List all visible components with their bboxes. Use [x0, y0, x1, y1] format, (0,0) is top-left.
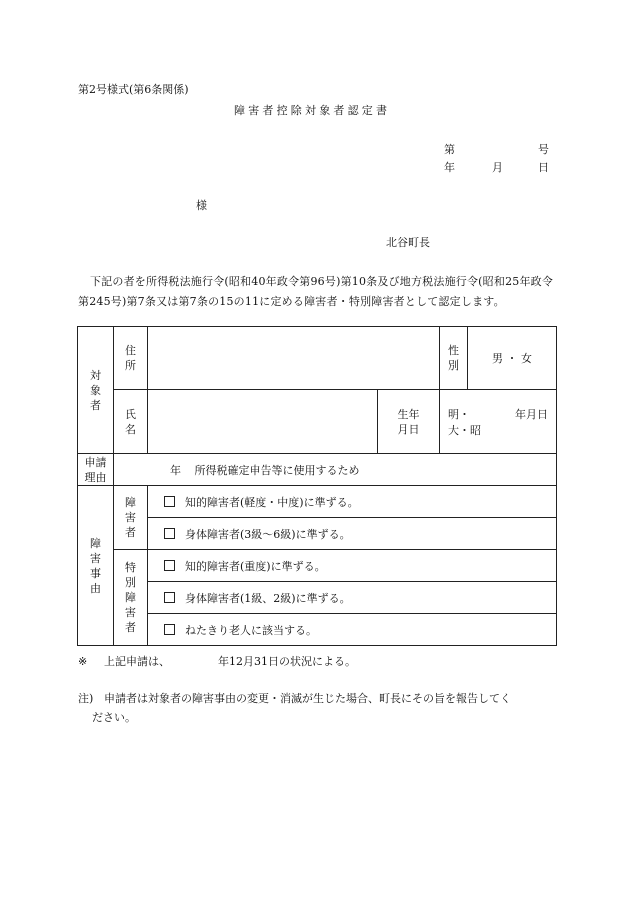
- name-label: 氏 名: [114, 390, 148, 454]
- checkbox-icon[interactable]: [164, 560, 175, 571]
- number-prefix: 第: [444, 143, 455, 156]
- reason-text: 所得税確定申告等に使用するため: [194, 463, 360, 477]
- disability-reason-label: 障 害 事 由: [78, 486, 114, 646]
- birth-era: 明・大・昭: [448, 407, 482, 437]
- issuer-name: 北谷町長: [386, 236, 430, 249]
- gender-options[interactable]: 男 ・ 女: [468, 327, 557, 390]
- birth-year: 年: [515, 407, 527, 421]
- reason-label: 申請 理由: [78, 454, 114, 486]
- number-suffix: 号: [538, 143, 549, 156]
- footnote-text-a: 上記申請は、: [104, 655, 170, 668]
- disabled-person-label: 障 害 者: [114, 486, 148, 550]
- note-text-line1: 申請者は対象者の障害事由の変更・消滅が生じた場合、町長にその旨を報告してく: [104, 692, 511, 705]
- birth-label: 生年 月日: [378, 390, 440, 454]
- name-field[interactable]: [148, 390, 378, 454]
- option-intellectual-severe[interactable]: 知的障害者(重度)に準ずる。: [148, 550, 557, 582]
- issue-date-day: 日: [538, 161, 549, 174]
- birth-month: 月: [526, 407, 538, 421]
- checkbox-icon[interactable]: [164, 528, 175, 539]
- address-field[interactable]: [148, 327, 440, 390]
- option-intellectual-mild[interactable]: 知的障害者(軽度・中度)に準ずる。: [148, 486, 557, 518]
- checkbox-icon[interactable]: [164, 592, 175, 603]
- birth-date-field[interactable]: [440, 390, 557, 454]
- certification-statement: 下記の者を所得税法施行令(昭和40年政令第96号)第10条及び地方税法施行令(昭和25年政令第245号)第7条又は第7条の15の11に定める障害者・特別障害者として認定します。: [78, 275, 554, 308]
- birth-day: 日: [537, 407, 549, 421]
- form-number: 第2号様式(第6条関係): [78, 83, 189, 96]
- issue-date-month: 月: [492, 161, 503, 174]
- addressee-suffix: 様: [196, 199, 207, 212]
- address-label: 住 所: [114, 327, 148, 390]
- subject-table: [77, 326, 557, 646]
- note-text-line2: ださい。: [92, 711, 136, 724]
- option-bedridden-elderly[interactable]: ねたきり老人に該当する。: [148, 614, 557, 646]
- subject-label: 対 象 者: [78, 327, 114, 454]
- footnote-text-b: 年12月31日の状況による。: [218, 655, 356, 668]
- document-title: 障害者控除対象者認定書: [234, 104, 391, 117]
- reason-field[interactable]: [114, 454, 557, 486]
- checkbox-icon[interactable]: [164, 496, 175, 507]
- checkbox-icon[interactable]: [164, 624, 175, 635]
- footnote-mark: ※: [78, 655, 88, 668]
- reason-year: 年: [170, 463, 181, 477]
- gender-label: 性 別: [440, 327, 468, 390]
- option-physical-3-6[interactable]: 身体障害者(3級～6級)に準ずる。: [148, 518, 557, 550]
- special-disabled-label: 特 別 障 害 者: [114, 550, 148, 646]
- option-physical-1-2[interactable]: 身体障害者(1級、2級)に準ずる。: [148, 582, 557, 614]
- issue-date-year: 年: [444, 161, 455, 174]
- note-mark: 注): [78, 692, 94, 705]
